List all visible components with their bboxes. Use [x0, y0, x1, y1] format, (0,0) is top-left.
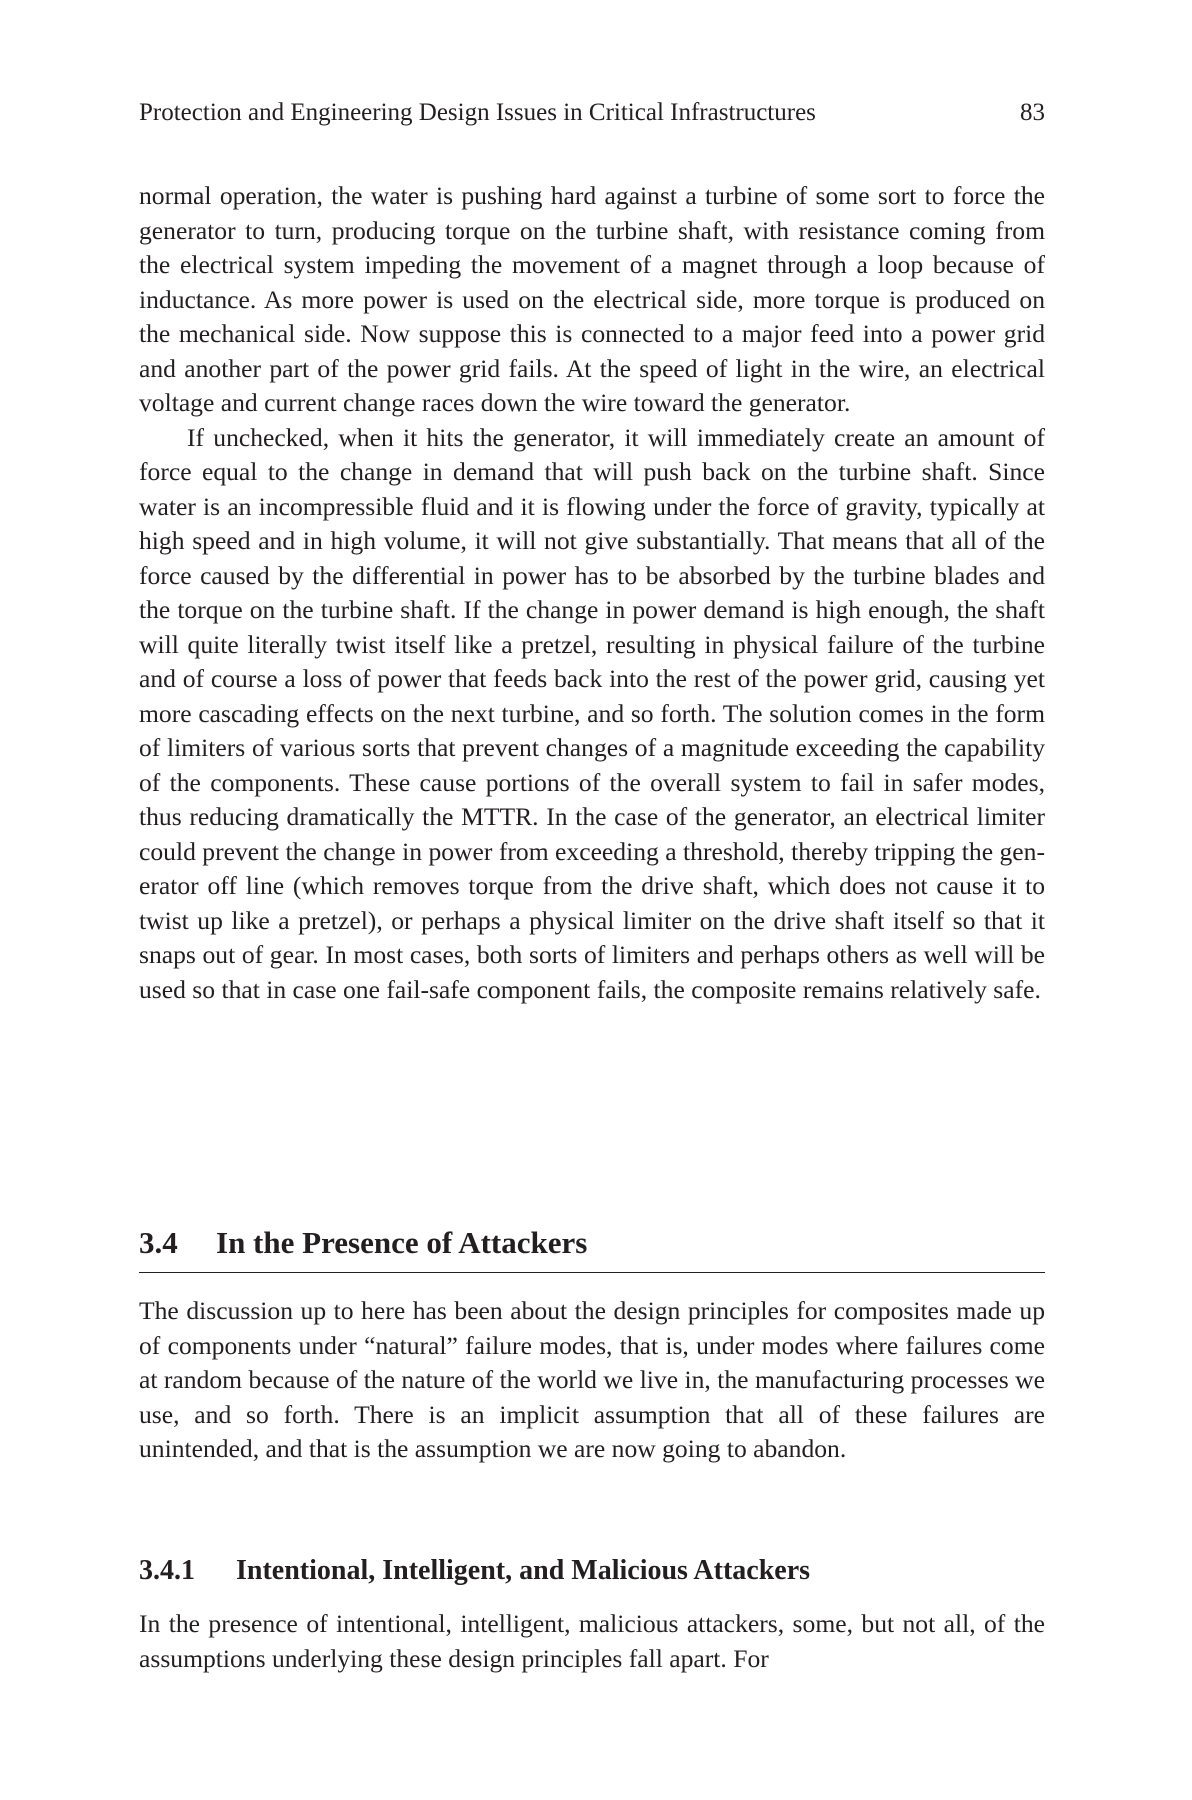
body-text-block	[139, 1294, 1045, 1467]
body-text-block	[139, 1607, 1045, 1676]
section-number: 3.4	[139, 1225, 178, 1260]
paragraph: The discussion up to here has been about the design principles for composites made up of components under “natural” failure modes, that is, under modes where failures come at random because of the nature of the world we live in, the manufacturing processes we use, and so forth. There is an implicit assumption that all of these failures are unintended, and that is the assumption we are now going to abandon.	[139, 1296, 1045, 1463]
subsection-heading	[139, 1554, 1045, 1588]
subsection-title: Intentional, Intelligent, and Malicious Attackers	[236, 1555, 811, 1586]
section-title: In the Presence of Attackers	[216, 1225, 588, 1260]
paragraph: If unchecked, when it hits the generator, it will immediately create an amount of force equal to the change in demand that will push back on the turbine shaft. Since water is an incompressible fluid and it is flowing under the force of gravity, typically at high speed and in high volume, it will not give substantially. That means that all of the force caused by the differential in power has to be absorbed by the turbine blades and the torque on the turbine shaft. If the change in power demand is high enough, the shaft will quite literally twist itself like a pretzel, resulting in physical failure of the turbine and of course a loss of power that feeds back into the rest of the power grid, causing yet more cascading effects on the next turbine, and so forth. The solution comes in the form of limiters of various sorts that prevent changes of a magnitude exceeding the capability of the components. These cause portions of the overall system to fail in safer modes, thus reducing dramatically the MTTR. In the case of the generator, an electrical limiter could prevent the change in power from exceeding a threshold, thereby tripping the generator off line (which removes torque from the drive shaft, which does not cause it to twist up like a pretzel), or perhaps a physical limiter on the drive shaft itself so that it snaps out of gear. In most cases, both sorts of limiters and perhaps others as well will be used so that in case one fail-safe component fails, the composite remains relatively safe.	[139, 422, 1045, 1004]
paragraph: normal operation, the water is pushing hard against a turbine of some sort to force the generator to turn, producing torque on the turbine shaft, with resistance coming from the electrical system impeding the movement of a magnet through a loop because of inductance. As more power is used on the electrical side, more torque is produced on the mechanical side. Now suppose this is connected to a major feed into a power grid and another part of the power grid fails. At the speed of light in the wire, an electrical voltage and current change races down the wire toward the generator.	[139, 181, 1045, 417]
body-text-block	[139, 179, 1045, 1007]
section-heading	[139, 1225, 1045, 1273]
running-head-title: Protection and Engineering Design Issues in Critical Infrastructures	[139, 99, 816, 126]
paragraph: In the presence of intentional, intelligent, malicious attackers, some, but not all, of the assumptions underlying these design principles fall apart. For	[139, 1609, 1045, 1673]
running-head	[139, 98, 1045, 128]
subsection-number: 3.4.1	[139, 1555, 195, 1586]
page-number: 83	[1020, 99, 1045, 126]
